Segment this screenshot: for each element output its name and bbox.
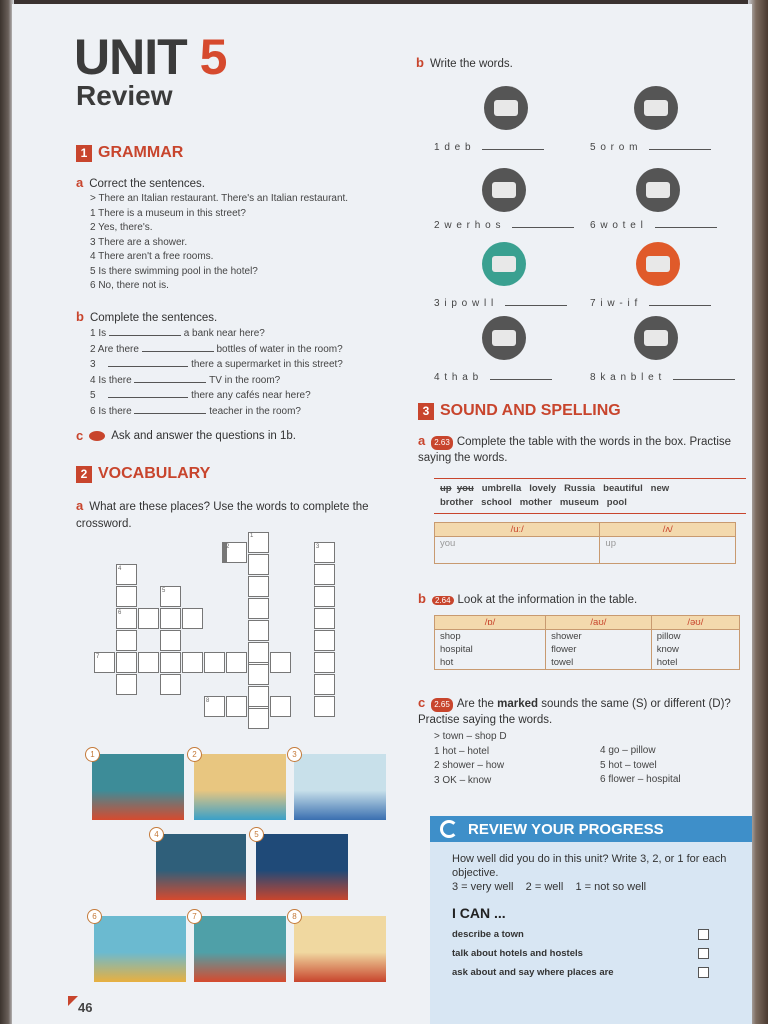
sound-c-left	[434, 730, 507, 788]
grammar-a-item: 4 There aren't a free rooms.	[90, 251, 214, 262]
audio-track-icon[interactable]: 2.64	[432, 596, 454, 605]
grammar-b-item: 3 there a supermarket in this street?	[90, 359, 343, 370]
table-row	[435, 656, 740, 670]
answer-blank[interactable]	[108, 388, 188, 398]
place-illustration	[194, 754, 286, 820]
word-item: 2 w e r h o s	[434, 218, 574, 234]
ican-heading: I CAN ...	[452, 905, 506, 921]
review-progress-panel	[430, 816, 752, 1024]
place-illustration	[294, 916, 386, 982]
answer-blank[interactable]	[134, 373, 206, 383]
vocabulary-a: a What are these places? Use the words to complete the crossword.	[76, 498, 369, 530]
crossword-cell[interactable]	[248, 620, 269, 641]
crossword-cell[interactable]	[160, 608, 181, 629]
icon-glyph	[494, 100, 518, 116]
crossword-number: 1	[250, 533, 254, 539]
objective-checkbox[interactable]	[698, 967, 709, 978]
pillow-icon	[482, 242, 526, 286]
sound-b: b 2.64 Look at the information in the table.	[418, 591, 638, 606]
crossword-cell[interactable]	[314, 696, 335, 717]
table-cell: hot	[435, 656, 546, 670]
table-header: /uː/	[435, 523, 600, 537]
grammar-heading: 1 GRAMMAR	[76, 144, 183, 162]
objective-item: ask about and say where places are	[452, 967, 614, 978]
table-row	[435, 643, 740, 656]
crossword-cell[interactable]	[116, 630, 137, 651]
picture-number: 6	[87, 909, 102, 924]
grammar-a: a Correct the sentences.	[76, 175, 205, 190]
grammar-a-item: 5 Is there swimming pool in the hotel?	[90, 265, 258, 277]
table-header: /əʊ/	[651, 616, 739, 630]
table-row	[435, 630, 740, 644]
grammar-a-item: 3 There are a shower.	[90, 236, 188, 248]
word-item: 1 d e b	[434, 140, 544, 156]
grammar-a-list	[90, 192, 410, 294]
table-cell: shop	[435, 630, 546, 644]
grammar-b-list	[90, 326, 410, 419]
crossword-cell[interactable]	[160, 674, 181, 695]
crossword-cell[interactable]	[116, 586, 137, 607]
sound-table-b	[434, 615, 740, 670]
picture-number: 5	[249, 827, 264, 842]
crossword-cell[interactable]	[138, 652, 159, 673]
crossword-cell[interactable]	[160, 630, 181, 651]
crossword-number: 7	[96, 654, 100, 660]
words-b: b Write the words.	[416, 55, 513, 70]
sound-c-right	[600, 744, 681, 788]
crossword-number: 5	[162, 588, 166, 594]
sound-c-item: 6 flower – hospital	[600, 774, 681, 785]
sound-c-item: 3 OK – know	[434, 774, 492, 786]
word-item: 7 i w - i f	[590, 296, 711, 312]
word-item: 3 i p o w l l	[434, 296, 567, 312]
crossword-cell[interactable]	[314, 564, 335, 585]
grammar-b: b Complete the sentences.	[76, 309, 218, 324]
crossword-cell[interactable]	[314, 608, 335, 629]
grammar-c: c Ask and answer the questions in 1b.	[76, 428, 296, 443]
grammar-a-example: > There an Italian restaurant. There's an Italian restaurant.	[90, 193, 349, 204]
answer-blank[interactable]	[142, 342, 214, 352]
word-item: 4 t h a b	[434, 370, 552, 386]
crossword-cell[interactable]	[270, 696, 291, 717]
table-cell: towel	[546, 656, 652, 670]
icon-glyph	[646, 256, 670, 272]
answer-blank[interactable]	[134, 404, 206, 414]
table-cell: know	[651, 643, 739, 656]
word-item: 5 o r o m	[590, 140, 711, 156]
crossword-cell[interactable]	[314, 630, 335, 651]
crossword-cell[interactable]	[248, 708, 269, 729]
audio-track-icon[interactable]: 2.65	[431, 698, 453, 712]
crossword-cell[interactable]	[116, 674, 137, 695]
table-cell: shower	[546, 630, 652, 644]
grammar-b-item: 2 Are there bottles of water in the room?	[90, 343, 343, 355]
icon-glyph	[492, 330, 516, 346]
word-item: 6 w o t e l	[590, 218, 717, 234]
sound-c-item: 5 hot – towel	[600, 759, 657, 771]
sound-c-item: 2 shower – how	[434, 760, 505, 771]
answer-blank[interactable]	[673, 370, 735, 380]
sound-heading: 3 SOUND AND SPELLING	[418, 402, 621, 420]
crossword-cell[interactable]	[248, 686, 269, 707]
crossword-cell[interactable]	[314, 652, 335, 673]
table-cell: hotel	[651, 656, 739, 670]
place-illustration	[94, 916, 186, 982]
objective-checkbox[interactable]	[698, 929, 709, 940]
sound-c: c 2.65 Are the marked sounds the same (S) or different (D)? Practise saying the words.	[418, 695, 731, 726]
grammar-a-item: 2 Yes, there's.	[90, 222, 153, 233]
picture-number: 2	[187, 747, 202, 762]
objective-checkbox[interactable]	[698, 948, 709, 959]
place-illustration	[294, 754, 386, 820]
picture-number: 8	[287, 909, 302, 924]
bed-icon	[484, 86, 528, 130]
progress-scale: 3 = very well 2 = well 1 = not so well	[452, 881, 647, 893]
crossword-cell[interactable]	[182, 652, 203, 673]
grammar-b-item: 5 there any cafés near here?	[90, 390, 311, 401]
grammar-a-item: 6 No, there not is.	[90, 280, 169, 291]
place-illustration	[256, 834, 348, 900]
table-cell[interactable]: up	[600, 537, 736, 564]
unit-title: UNIT 5	[74, 29, 227, 85]
crossword-number: 2	[226, 544, 230, 550]
vocabulary-heading: 2 VOCABULARY	[76, 465, 210, 483]
review-progress-header: REVIEW YOUR PROGRESS	[430, 816, 752, 842]
grammar-b-item: 6 Is there teacher in the room?	[90, 405, 301, 417]
icon-glyph	[646, 182, 670, 198]
picture-number: 4	[149, 827, 164, 842]
place-illustration	[156, 834, 246, 900]
crossword-cell[interactable]	[248, 576, 269, 597]
sound-c-item: 4 go – pillow	[600, 745, 656, 756]
table-cell: pillow	[651, 630, 739, 644]
answer-blank[interactable]	[505, 296, 567, 306]
crossword-cell[interactable]	[160, 652, 181, 673]
wifi-icon	[636, 242, 680, 286]
progress-arrows-icon	[440, 820, 458, 838]
sound-table-a	[434, 522, 736, 564]
grammar-a-item: 1 There is a museum in this street?	[90, 207, 246, 219]
table-header: /aʊ/	[546, 616, 652, 630]
crossword-number: 3	[316, 544, 320, 550]
answer-blank[interactable]	[108, 357, 188, 367]
page-number: 46	[78, 1000, 93, 1015]
speech-bubble-icon	[89, 431, 105, 441]
crossword-cell[interactable]	[182, 608, 203, 629]
crossword-cell[interactable]	[248, 554, 269, 575]
place-illustration	[92, 754, 184, 820]
crossword-cell[interactable]	[248, 598, 269, 619]
sound-a: a 2.63 Complete the table with the words in the box. Practise saying the words.	[418, 433, 732, 464]
sound-c-item: 1 hot – hotel	[434, 745, 490, 757]
crossword-cell[interactable]	[314, 586, 335, 607]
table-header: /ʌ/	[600, 523, 736, 537]
crossword-number: 4	[118, 566, 122, 572]
sound-c-example: > town – shop D	[434, 731, 507, 742]
unit-subtitle: Review	[76, 80, 173, 111]
answer-blank[interactable]	[490, 370, 552, 380]
crossword-cell[interactable]	[248, 664, 269, 685]
towel-icon	[636, 168, 680, 212]
crossword-cell[interactable]	[226, 696, 247, 717]
room-icon	[634, 86, 678, 130]
answer-blank[interactable]	[109, 326, 181, 336]
crossed-word: you	[456, 483, 474, 494]
table-cell[interactable]: you	[435, 537, 600, 564]
crossword-cell[interactable]	[116, 652, 137, 673]
textbook-page	[12, 4, 752, 1024]
shower-icon	[482, 168, 526, 212]
crossword-number: 8	[206, 698, 210, 704]
word-box: up you umbrella lovely Russia beautiful new brother school mother museum pool	[434, 478, 746, 514]
word-item: 8 k a n b l e t	[590, 370, 735, 386]
table-header: /ɒ/	[435, 616, 546, 630]
picture-number: 7	[187, 909, 202, 924]
picture-number: 3	[287, 747, 302, 762]
answer-blank[interactable]	[649, 140, 711, 150]
crossword-cell[interactable]	[204, 652, 225, 673]
grammar-b-item: 4 Is there TV in the room?	[90, 374, 281, 386]
answer-blank[interactable]	[482, 140, 544, 150]
objective-item: talk about hotels and hostels	[452, 948, 583, 959]
icon-glyph	[644, 100, 668, 116]
table-cell: hospital	[435, 643, 546, 656]
crossword-cell[interactable]	[138, 608, 159, 629]
place-illustration	[194, 916, 286, 982]
answer-blank[interactable]	[655, 218, 717, 228]
picture-number: 1	[85, 747, 100, 762]
icon-glyph	[492, 256, 516, 272]
grammar-b-item: 1 Is a bank near here?	[90, 328, 265, 339]
crossword-cell[interactable]	[248, 642, 269, 663]
answer-blank[interactable]	[649, 296, 711, 306]
bath-icon	[482, 316, 526, 360]
corner-triangle-icon	[68, 996, 78, 1006]
blanket-icon	[634, 316, 678, 360]
icon-glyph	[644, 330, 668, 346]
crossword-cell[interactable]	[270, 652, 291, 673]
table-cell: flower	[546, 643, 652, 656]
objective-item: describe a town	[452, 929, 524, 940]
crossed-word: up	[440, 483, 452, 494]
crossword-number: 6	[118, 610, 122, 616]
crossword-cell[interactable]	[226, 652, 247, 673]
crossword-cell[interactable]	[314, 674, 335, 695]
progress-text: How well did you do in this unit? Write 3, 2, or 1 for each objective.	[452, 853, 727, 879]
icon-glyph	[492, 182, 516, 198]
answer-blank[interactable]	[512, 218, 574, 228]
audio-track-icon[interactable]: 2.63	[431, 436, 453, 450]
